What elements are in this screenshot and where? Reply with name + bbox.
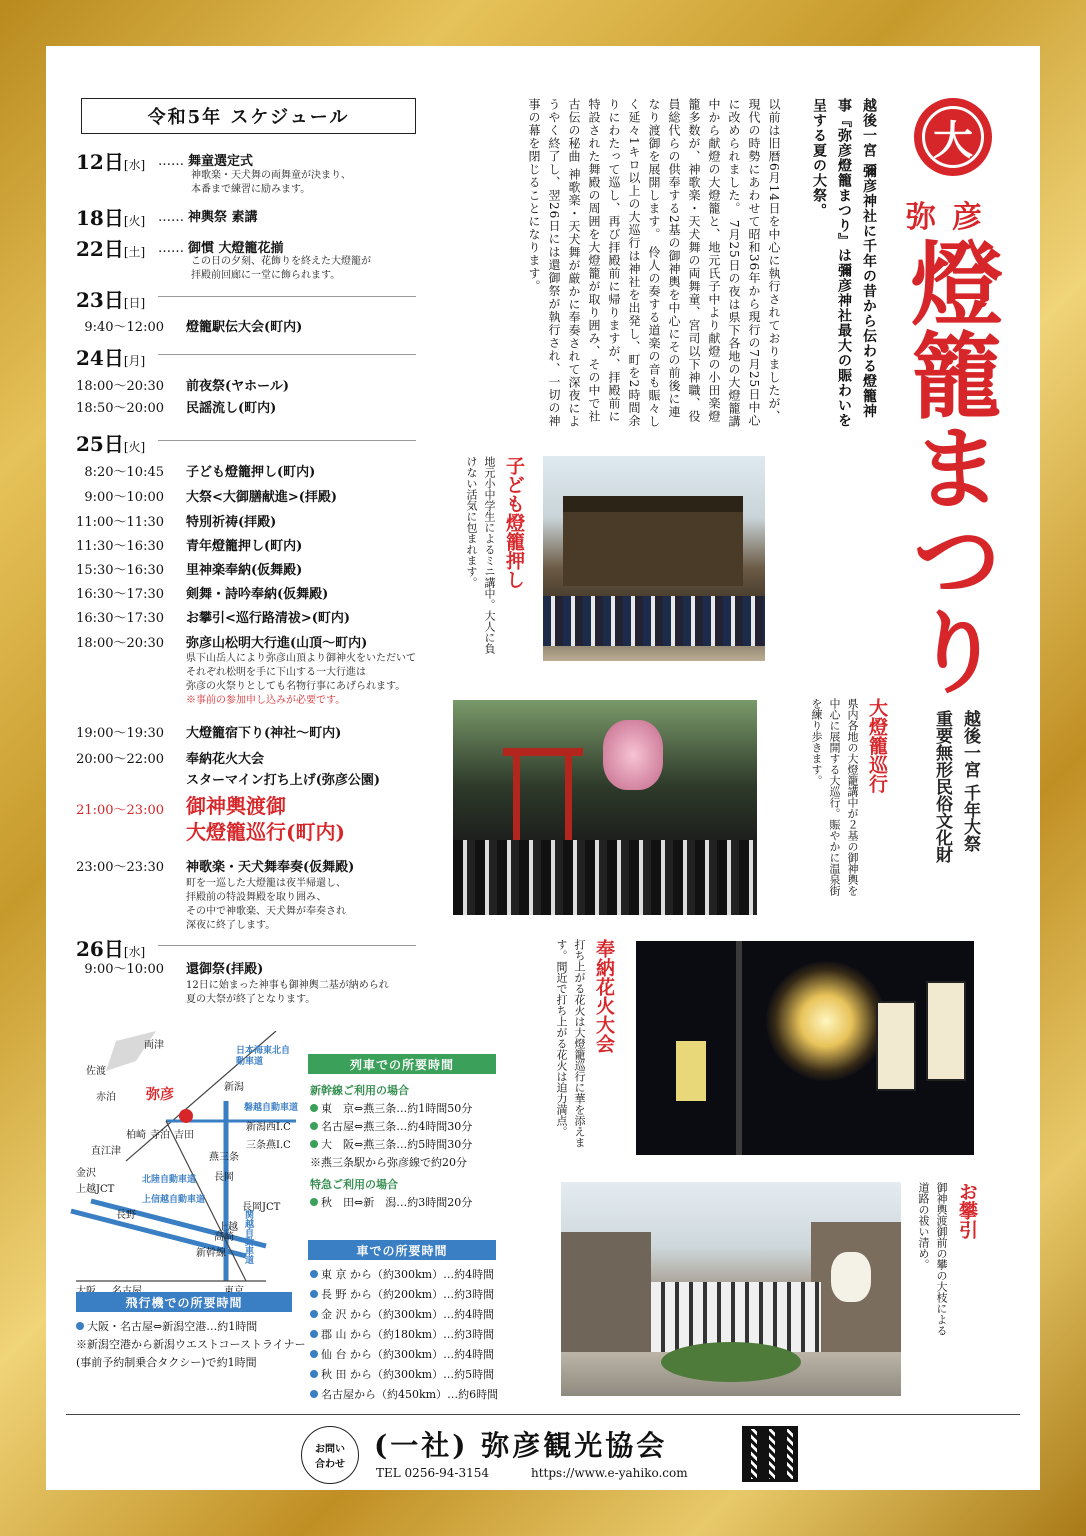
car-row-6: 秋 田 から（約300km）…約5時間 xyxy=(310,1366,494,1382)
date-18: 18日[火] xyxy=(76,206,146,230)
row-25-last: 23:00～23:30 神歌楽・天犬舞奉奏(仮舞殿) xyxy=(76,860,355,875)
map-nagano: 長野 xyxy=(116,1210,136,1221)
air-line-3: (事前予約制乗合タクシー)で約1時間 xyxy=(76,1356,257,1369)
map-kanazawa: 金沢 xyxy=(76,1168,96,1179)
date-25: 25日[火] xyxy=(76,432,146,456)
row-25-4: 11:30～16:30 青年燈籠押し(町内) xyxy=(76,539,303,554)
train-row-2: 名古屋⇔燕三条…約4時間30分 xyxy=(310,1118,472,1134)
map-nagaoka-jct: 長岡JCT xyxy=(242,1202,281,1213)
cap-fire-title: 奉納花火大会 xyxy=(593,939,615,1053)
air-line-2: ※新潟空港から新潟ウエストコーストライナー xyxy=(76,1338,306,1351)
map-shinkansen: 新幹線 xyxy=(196,1248,226,1259)
row-24-2: 18:50～20:00 民謡流し(町内) xyxy=(76,401,277,416)
map-takasaki: 高崎 xyxy=(214,1232,234,1243)
qr-code-icon[interactable] xyxy=(742,1426,798,1482)
note-25-last: 町を一巡した大燈籠は夜半帰還し、 拝殿前の特設舞殿を取り囲み、 その中で神歌楽、天犬舞が奉奏され 深夜に終了します。 xyxy=(186,878,346,931)
air-line-1: 大阪・名古屋⇔新潟空港…約1時間 xyxy=(76,1318,257,1334)
note-12: 神歌楽・天犬舞の両舞童が決まり、 本番まで練習に励みます。 xyxy=(191,170,351,195)
intro-body: 以前は旧暦6月14日を中心に執行されておりましたが、現代の時勢にあわせて昭和36年から現行の7月25日中心に改められました。 7月25日の夜は県下各地の大燈籠講中から献燈の大燈籠と、地元氏子中より献燈の小田楽燈籠多数が、神歌楽・天犬舞の両舞童、宮司以下神職、役員総代らの供奉する2基の御神輿を中心にその前後に連なり渡御を展開します。 伶人の奏する道楽の音も賑々しく延々1キロ以上の大巡行は神社を出発し、町を2時間余りにわたって巡し、再び拝殿前に帰りますが、拝殿前に特設された舞殿の周囲を大燈籠が取り囲み、その中で社古伝の秘曲 神歌楽・天犬舞が厳かに奉奏されて深夜にようやく終了し、翌26日には還御祭が執行され、一切の神事の幕を閉じることになります。 xyxy=(527,98,781,428)
map-yahiko: 弥彦 xyxy=(146,1087,174,1103)
map-bandai: 磐越自動車道 xyxy=(244,1103,299,1113)
cap-kids-title: 子ども燈籠押し xyxy=(503,456,525,589)
org-name: (一社) 弥彦観光協会 xyxy=(374,1429,668,1462)
map-niigata: 新潟 xyxy=(224,1082,244,1093)
intro-lead: 越後一宮 彌彦神社に千年の昔から伝わる燈籠神事『弥彦燈籠まつり』は彌彦神社最大の賑わいを呈する夏の大祭。 xyxy=(811,98,877,428)
event-12: …… 舞童選定式 xyxy=(158,154,254,169)
map-kanetsu: 関越自動車道 xyxy=(243,1210,253,1264)
date-23: 23日[日] xyxy=(76,288,146,312)
date-12: 12日[水] xyxy=(76,150,146,174)
schedule-title: 令和5年 スケジュール xyxy=(81,98,416,134)
map-yoshida: 吉田 xyxy=(174,1130,194,1141)
subtitle-1: 越後一宮 千年大祭 xyxy=(960,710,980,852)
map-tsubame-sanjo: 燕三条 xyxy=(209,1152,239,1163)
photo-big-lantern xyxy=(453,700,757,915)
photo-kids-lantern xyxy=(543,456,765,661)
tel: TEL 0256-94-3154 xyxy=(376,1466,490,1480)
air-header: 飛行機での所要時間 xyxy=(76,1292,292,1312)
train-row-3: 大 阪⇔燕三条…約5時間30分 xyxy=(310,1136,472,1152)
row-25-9: 19:00～19:30 大燈籠宿下り(神社～町内) xyxy=(76,726,342,741)
map-sanjo-ic: 三条燕I.C xyxy=(246,1140,291,1151)
contact-circle: お問い 合わせ xyxy=(301,1426,359,1484)
map-joetsu: 上越 xyxy=(218,1222,238,1233)
map-joshinetsu: 上信越自動車道 xyxy=(142,1195,206,1205)
map-nagaoka: 長岡 xyxy=(214,1172,234,1183)
map-niigata-nishi: 新潟西I.C xyxy=(246,1122,291,1133)
map-kashiwazaki: 柏崎 xyxy=(126,1130,146,1141)
highlight-time: 21:00～23:00 xyxy=(76,803,164,818)
date-24: 24日[月] xyxy=(76,346,146,370)
car-row-3: 金 沢 から（約300km）…約4時間 xyxy=(310,1306,494,1322)
event-22: …… 御慣 大燈籠花揃 xyxy=(158,241,284,256)
row-25-1: 8:20～10:45 子ども燈籠押し(町内) xyxy=(84,465,316,480)
cap-rope: 御神輿渡御前の攀の大枝による道路の祓い清め。 xyxy=(917,1182,948,1336)
map-joetsu-jct: 上越JCT xyxy=(76,1184,115,1195)
train-note: ※燕三条駅から弥彦線で約20分 xyxy=(310,1156,467,1169)
cap-big-title: 大燈籠巡行 xyxy=(866,698,888,793)
car-header: 車での所要時間 xyxy=(308,1240,496,1260)
fire-sub: スターマイン打ち上げ(弥彦公園) xyxy=(186,773,381,788)
row-25-7: 16:30～17:30 お攀引<巡行路清祓>(町内) xyxy=(76,611,351,626)
car-row-2: 長 野 から（約200km）…約3時間 xyxy=(310,1286,494,1302)
train-sub-1: 新幹線ご利用の場合 xyxy=(310,1084,409,1097)
map-hokuriku: 北陸自動車道 xyxy=(142,1175,197,1185)
row-26: 9:00～10:00 還御祭(拝殿) xyxy=(84,962,264,977)
row-25-2: 9:00～10:00 大祭<大御膳献進>(拝殿) xyxy=(84,490,338,505)
car-row-4: 郡 山 から（約180km）…約3時間 xyxy=(310,1326,494,1342)
website-link[interactable]: https://www.e-yahiko.com xyxy=(531,1466,688,1480)
flyer-page xyxy=(46,46,1040,1490)
cap-fire: 打ち上がる花火は大燈籠巡行に華を添えます。間近で打ち上がる花火は迫力満点。 xyxy=(555,939,586,1148)
row-25-10: 20:00～22:00 奉納花火大会 xyxy=(76,752,265,767)
row-24-1: 18:00～20:30 前夜祭(ヤホール) xyxy=(76,379,290,394)
event-18: …… 神輿祭 素講 xyxy=(158,210,258,225)
map-naoetsu: 直江津 xyxy=(91,1146,121,1157)
title-big: 燈籠まつり xyxy=(896,236,1004,696)
row-25-8: 18:00～20:30 弥彦山松明大行進(山頂～町内) xyxy=(76,636,368,651)
subtitle-2: 重要無形民俗文化財 xyxy=(932,710,952,863)
photo-fireworks xyxy=(636,941,974,1155)
car-row-5: 仙 台 から（約300km）…約4時間 xyxy=(310,1346,494,1362)
train-row-1: 東 京⇔燕三条…約1時間50分 xyxy=(310,1100,472,1116)
train-row-4: 秋 田⇔新 潟…約3時間20分 xyxy=(310,1194,472,1210)
train-sub-2: 特急ご利用の場合 xyxy=(310,1178,398,1191)
row-25-3: 11:00～11:30 特別祈祷(拝殿) xyxy=(76,515,277,530)
highlight-event: 御神輿渡御 大燈籠巡行(町内) xyxy=(186,794,345,844)
row-23-1: 9:40～12:00 燈籠駅伝大会(町内) xyxy=(84,320,303,335)
car-row-1: 東 京 から（約300km）…約4時間 xyxy=(310,1266,494,1282)
date-26: 26日[水] xyxy=(76,937,146,961)
map-sado: 佐渡 xyxy=(86,1066,106,1077)
note-22: この日の夕刻、花飾りを終えた大燈籠が 拝殿前回廊に一堂に飾られます。 xyxy=(191,256,371,281)
map-teradomari: 寺泊 xyxy=(150,1130,170,1141)
photo-branch-pull xyxy=(561,1182,901,1396)
logo-mark: 大 xyxy=(914,98,992,176)
map-ryotsu: 両津 xyxy=(144,1040,164,1051)
note-25-torch: 県下山岳人により弥彦山頂より御神火をいただいて それぞれ松明を手に下山する一大行進は 弥彦の火祭りとしても名物行事にあげられます。 ※事前の参加申し込みが必要です。 xyxy=(186,653,416,706)
map-akadomari: 赤泊 xyxy=(96,1092,116,1103)
row-25-6: 16:30～17:30 剣舞・詩吟奉納(仮舞殿) xyxy=(76,587,329,602)
cap-rope-title: お攀引 xyxy=(956,1182,978,1239)
train-header: 列車での所要時間 xyxy=(308,1054,496,1074)
cap-kids: 地元小中学生によるミニ講中。大人に負けない活気に包まれます。 xyxy=(465,456,496,654)
cap-big: 県内各地の大燈籠講中が２基の御神輿を中心に展開する大巡行。賑やかに温泉街を練り歩きます。 xyxy=(810,698,859,896)
row-25-5: 15:30～16:30 里神楽奉納(仮舞殿) xyxy=(76,563,303,578)
car-row-7: 名古屋から（約450km）…約6時間 xyxy=(310,1386,498,1402)
note-26: 12日に始まった神事も御神輿二基が納められ 夏の大祭が終了となります。 xyxy=(186,980,389,1005)
title-small: 弥彦 xyxy=(906,200,998,235)
map-nihonkai: 日本海東北自動車道 xyxy=(236,1046,291,1067)
date-22: 22日[土] xyxy=(76,237,146,261)
